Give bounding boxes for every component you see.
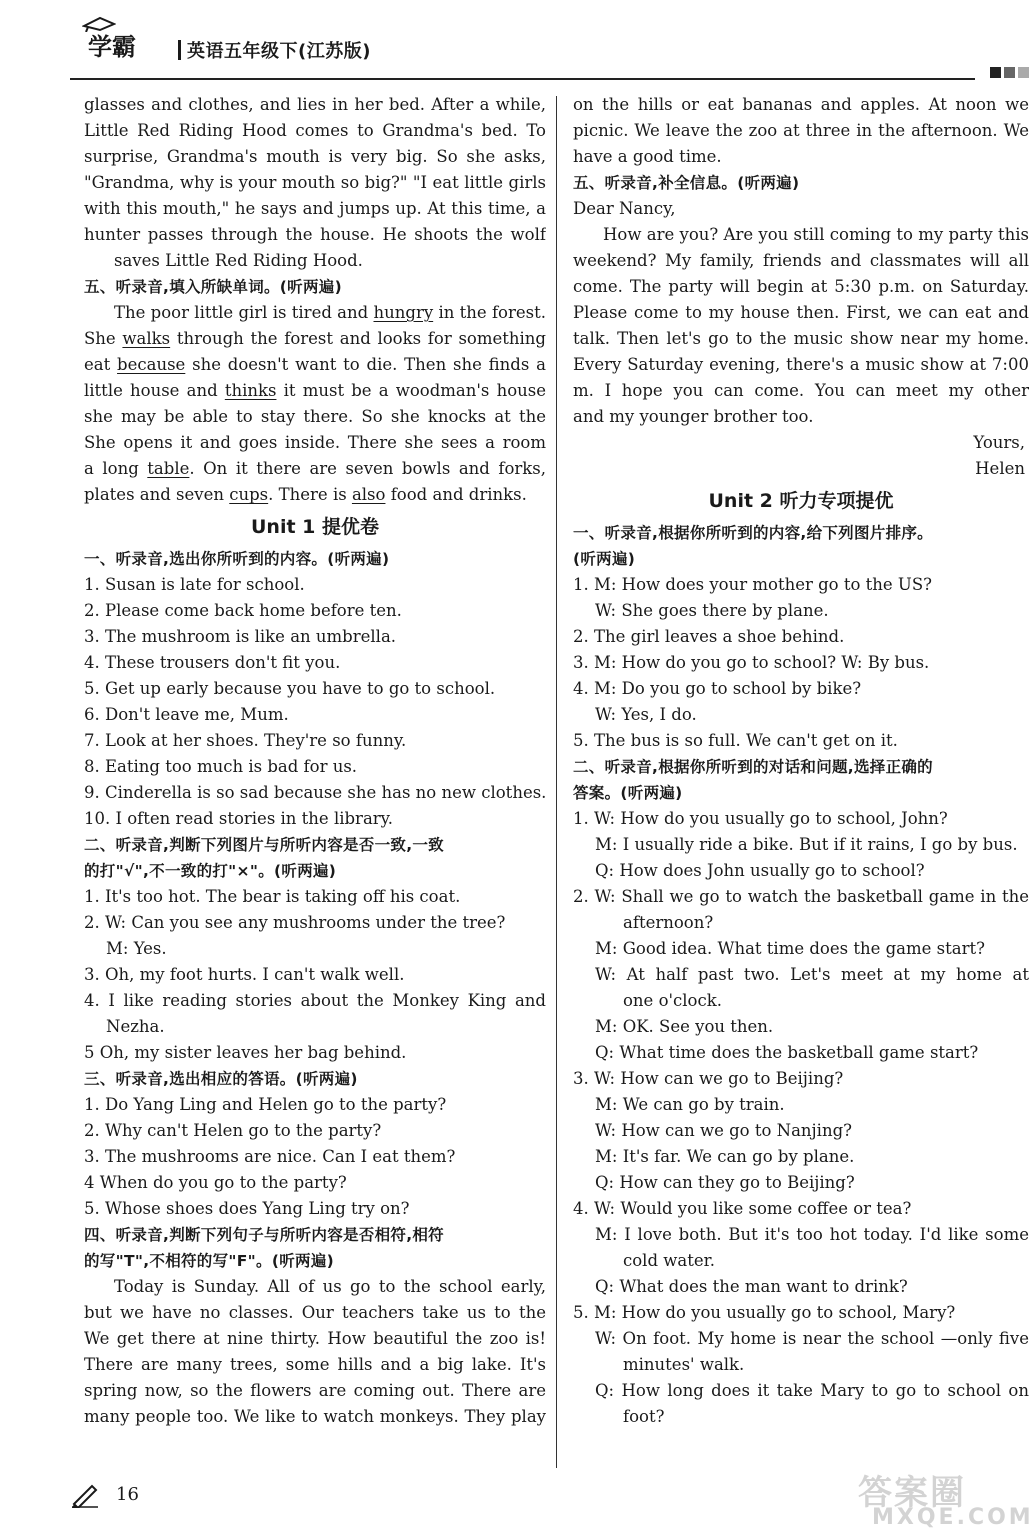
pencil-icon [70, 1482, 100, 1508]
left-text-line: 的写"T",不相符的写"F"。(听两遍) [84, 1252, 335, 1270]
right-text-line: W: At half past two. Let's meet at my home at [595, 965, 1029, 984]
left-text-line: M: Yes. [106, 939, 167, 958]
right-text-line: Helen [975, 459, 1025, 478]
left-text-line: Today is Sunday. All of us go to the school early, [114, 1277, 546, 1296]
page-number: 16 [116, 1484, 139, 1505]
right-text-line: Q: What time does the basketball game start? [595, 1043, 979, 1062]
right-text-line: Q: How can they go to Beijing? [595, 1173, 855, 1192]
left-text-line: 4. I like reading stories about the Monkey King and [84, 991, 546, 1010]
watermark [858, 1465, 1033, 1535]
left-text-line: 三、听录音,选出相应的答语。(听两遍) [84, 1070, 358, 1088]
right-column [573, 92, 1029, 1430]
header-rule [70, 78, 975, 80]
right-text-line: M: It's far. We can go by plane. [595, 1147, 855, 1166]
right-text-line: have a good time. [573, 147, 722, 166]
left-text-line: 2. Why can't Helen go to the party? [84, 1121, 382, 1140]
column-divider [556, 96, 557, 1468]
left-text-line: 3. The mushroom is like an umbrella. [84, 627, 397, 646]
watermark-en: MXQE.COM [872, 1505, 1034, 1530]
right-text-line: Yours, [973, 433, 1025, 452]
left-text-line: many people too. We like to watch monkeys. They play [84, 1407, 546, 1426]
left-text-line: with this mouth," he says and jumps up. At this time, a [84, 199, 546, 218]
left-column [84, 92, 546, 1430]
right-text-line: foot? [623, 1407, 665, 1426]
left-text-line: Nezha. [106, 1017, 165, 1036]
left-text-line: 4 When do you go to the party? [84, 1173, 347, 1192]
right-text-line: picnic. We leave the zoo at three in the afternoon. We [573, 121, 1029, 140]
left-text-line: eat because she doesn't want to die. Then she finds a [84, 355, 546, 374]
left-text-line: little house and thinks it must be a woodman's house [84, 381, 546, 400]
square-mid [1004, 67, 1015, 78]
left-text-line: but we have no classes. Our teachers take us to the [84, 1303, 546, 1322]
right-text-line: M: OK. See you then. [595, 1017, 774, 1036]
right-text-line: Q: How does John usually go to school? [595, 861, 925, 880]
header-squares [990, 63, 1032, 82]
right-text-line: 5. The bus is so full. We can't get on it. [573, 731, 898, 750]
left-text-line: The poor little girl is tired and hungry in the forest. [114, 303, 546, 322]
right-text-line: Every Saturday evening, there's a music show at 7:00 [573, 355, 1029, 374]
right-text-line: M: Good idea. What time does the game start? [595, 939, 985, 958]
right-text-line: 3. W: How can we go to Beijing? [573, 1069, 844, 1088]
left-text-line: We get there at nine thirty. How beautiful the zoo is! [84, 1329, 546, 1348]
right-text-line: 4. M: Do you go to school by bike? [573, 679, 862, 698]
right-text-line: How are you? Are you still coming to my party this [603, 225, 1029, 244]
right-text-line: 答案。(听两遍) [573, 784, 683, 802]
right-text-line: cold water. [623, 1251, 715, 1270]
left-text-line: There are many trees, some hills and a big lake. It's [84, 1355, 546, 1374]
left-text-line: 6. Don't leave me, Mum. [84, 705, 289, 724]
right-text-line: 2. The girl leaves a shoe behind. [573, 627, 845, 646]
left-text-line: Little Red Riding Hood comes to Grandma's bed. To [84, 121, 546, 140]
watermark-cn: 答案圈 [858, 1473, 966, 1513]
left-text-line: glasses and clothes, and lies in her bed. After a while, [84, 95, 546, 114]
left-text-line: a long table. On it there are seven bowls and forks, [84, 459, 546, 478]
page-header [0, 0, 1035, 80]
left-text-line: "Grandma, why is your mouth so big?" "I eat little girls [84, 173, 546, 192]
right-text-line: 2. W: Shall we go to watch the basketball game in the [573, 887, 1029, 906]
left-text-line: surprise, Grandma's mouth is very big. So she asks, [84, 147, 546, 166]
right-text-line: M: I usually ride a bike. But if it rains, I go by bus. [595, 835, 1018, 854]
right-text-line: m. I hope you can come. You can meet my other [573, 381, 1029, 400]
left-text-line: 5. Get up early because you have to go to school. [84, 679, 496, 698]
right-text-line: 一、听录音,根据你所听到的内容,给下列图片排序。 [573, 524, 933, 542]
right-text-line: 4. W: Would you like some coffee or tea? [573, 1199, 912, 1218]
left-text-line: She opens it and goes inside. There she sees a room [84, 433, 546, 452]
left-text-line: She walks through the forest and looks for something [84, 329, 546, 348]
right-text-line: W: On foot. My home is near the school —only five [595, 1329, 1029, 1348]
right-text-line: Q: What does the man want to drink? [595, 1277, 908, 1296]
left-text-line: she may be able to stay there. So she knocks at the [84, 407, 546, 426]
right-text-line: 1. W: How do you usually go to school, John? [573, 809, 948, 828]
right-text-line: talk. Then let's go to the music show near my home. [573, 329, 1029, 348]
right-text-line: Please come to my house then. First, we can eat and [573, 303, 1029, 322]
graduation-cap-icon [82, 16, 116, 32]
right-text-line: W: She goes there by plane. [595, 601, 829, 620]
right-text-line: Q: How long does it take Mary to go to school on [595, 1381, 1029, 1400]
right-text-line: M: I love both. But it's too hot today. I'd like some [595, 1225, 1029, 1244]
left-text-line: 1. It's too hot. The bear is taking off his coat. [84, 887, 461, 906]
left-text-line: plates and seven cups. There is also food and drinks. [84, 485, 527, 504]
right-text-line: 3. M: How do you go to school? W: By bus. [573, 653, 930, 672]
left-text-line: spring now, so the flowers are coming out. There are [84, 1381, 546, 1400]
left-text-line: 8. Eating too much is bad for us. [84, 757, 358, 776]
left-text-line: 3. Oh, my foot hurts. I can't walk well. [84, 965, 405, 984]
right-text-line: come. The party will begin at 5:30 p.m. on Saturday. [573, 277, 1029, 296]
left-text-line: 3. The mushrooms are nice. Can I eat them? [84, 1147, 456, 1166]
right-text-line: 二、听录音,根据你所听到的对话和问题,选择正确的 [573, 758, 933, 776]
left-text-line: 二、听录音,判断下列图片与所听内容是否一致,一致 [84, 836, 444, 854]
left-text-line: 7. Look at her shoes. They're so funny. [84, 731, 407, 750]
left-text-line: 9. Cinderella is so sad because she has no new clothes. [84, 783, 546, 802]
right-text-line: afternoon? [623, 913, 714, 932]
left-text-line: 4. These trousers don't fit you. [84, 653, 341, 672]
right-text-line: (听两遍) [573, 550, 636, 568]
square-light [1018, 67, 1029, 78]
left-text-line: 10. I often read stories in the library. [84, 809, 394, 828]
left-text-line: 1. Susan is late for school. [84, 575, 305, 594]
right-text-line: 1. M: How does your mother go to the US? [573, 575, 932, 594]
series-text: 英语五年级下(江苏版) [187, 41, 371, 62]
right-text-line: 5. M: How do you usually go to school, Mary? [573, 1303, 956, 1322]
left-text-line: 1. Do Yang Ling and Helen go to the party? [84, 1095, 447, 1114]
left-text-line: 2. Please come back home before ten. [84, 601, 402, 620]
right-text-line: Dear Nancy, [573, 199, 676, 218]
right-text-line: 五、听录音,补全信息。(听两遍) [573, 174, 800, 192]
left-text-line: hunter passes through the house. He shoots the wolf [84, 225, 546, 244]
right-text-line: M: We can go by train. [595, 1095, 785, 1114]
right-text-line: weekend? My family, friends and classmates will all [573, 251, 1029, 270]
logo-text: 学霸 [88, 33, 136, 61]
left-text-line: 四、听录音,判断下列句子与所听内容是否相符,相符 [84, 1226, 444, 1244]
left-text-line: 2. W: Can you see any mushrooms under the tree? [84, 913, 506, 932]
right-text-line: on the hills or eat bananas and apples. At noon we [573, 95, 1029, 114]
book-series-title [178, 40, 371, 64]
left-text-line: 5. Whose shoes does Yang Ling try on? [84, 1199, 410, 1218]
right-text-line: W: Yes, I do. [595, 705, 697, 724]
left-text-line: 五、听录音,填入所缺单词。(听两遍) [84, 278, 342, 296]
left-text-line: Unit 1 提优卷 [251, 516, 379, 538]
right-text-line: minutes' walk. [623, 1355, 745, 1374]
page-footer [70, 1480, 370, 1510]
right-text-line: and my younger brother too. [573, 407, 814, 426]
left-text-line: 一、听录音,选出你所听到的内容。(听两遍) [84, 550, 390, 568]
left-text-line: 的打"√",不一致的打"×"。(听两遍) [84, 862, 337, 880]
title-separator [178, 40, 181, 60]
square-dark [990, 67, 1001, 78]
right-text-line: W: How can we go to Nanjing? [595, 1121, 852, 1140]
left-text-line: 5 Oh, my sister leaves her bag behind. [84, 1043, 407, 1062]
brand-logo [88, 32, 136, 62]
left-text-line: saves Little Red Riding Hood. [114, 251, 363, 270]
right-text-line: one o'clock. [623, 991, 722, 1010]
right-text-line: Unit 2 听力专项提优 [708, 490, 894, 512]
